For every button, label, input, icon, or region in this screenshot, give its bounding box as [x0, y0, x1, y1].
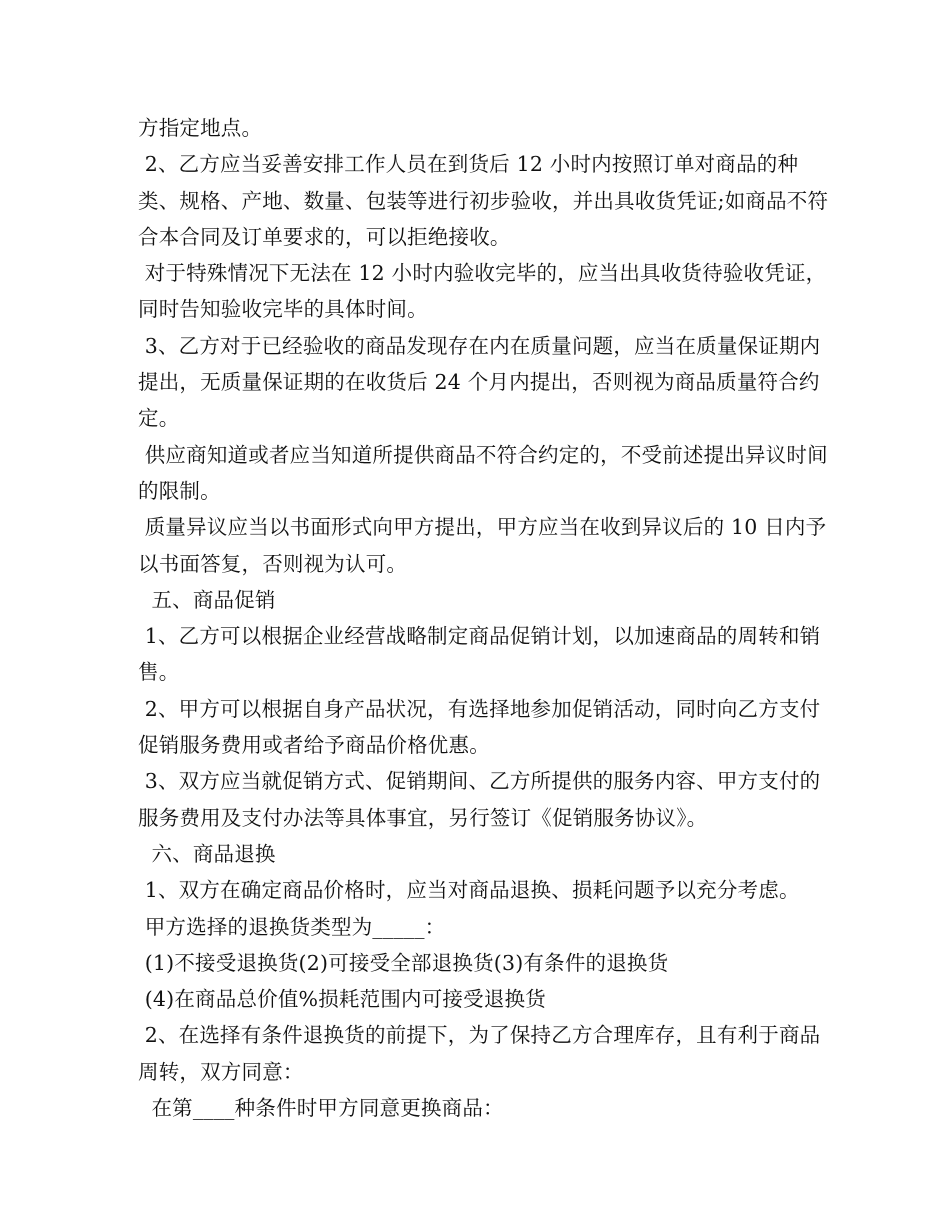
document-page: [138, 110, 838, 1126]
paragraph: 2、乙方应当妥善安排工作人员在到货后 12 小时内按照订单对商品的种类、规格、产地、数量、包装等进行初步验收，并出具收货凭证;如商品不符合本合同及订单要求的，可以拒绝接收。: [138, 152, 829, 249]
paragraph: 方指定地点。: [138, 116, 263, 140]
section-heading: 五、商品促销: [138, 587, 276, 612]
paragraph: 在第____种条件时甲方同意更换商品：: [138, 1096, 504, 1121]
paragraph: 2、甲方可以根据自身产品状况，有选择地参加促销活动，同时向乙方支付促销服务费用或者给予商品价格优惠。: [138, 696, 821, 758]
paragraph: 1、乙方可以根据企业经营战略制定商品促销计划，以加速商品的周转和销售。: [138, 624, 821, 685]
paragraph: 3、双方应当就促销方式、促销期间、乙方所提供的服务内容、甲方支付的服务费用及支付办法等具体事宜，另行签订《促销服务协议》。: [138, 769, 821, 830]
paragraph: 对于特殊情况下无法在 12 小时内验收完毕的，应当出具收货待验收凭证，同时告知验收完毕的具体时间。: [138, 261, 827, 322]
paragraph: 供应商知道或者应当知道所提供商品不符合约定的，不受前述提出异议时间的限制。: [138, 442, 828, 503]
paragraph: 2、在选择有条件退换货的前提下，为了保持乙方合理库存，且有利于商品周转，双方同意：: [138, 1023, 821, 1084]
paragraph: 3、乙方对于已经验收的商品发现存在内在质量问题，应当在质量保证期内提出，无质量保证期的在收货后 24 个月内提出，否则视为商品质量符合约定。: [138, 333, 821, 431]
section-heading: 六、商品退换: [138, 841, 276, 866]
paragraph: 质量异议应当以书面形式向甲方提出，甲方应当在收到异议后的 10 日内予以书面答复，否则视为认可。: [138, 515, 827, 576]
paragraph: 甲方选择的退换货类型为_____：: [138, 914, 446, 939]
paragraph: 1、双方在确定商品价格时，应当对商品退换、损耗问题予以充分考虑。: [138, 878, 800, 903]
paragraph: (1)不接受退换货(2)可接受全部退换货(3)有条件的退换货: [138, 950, 669, 975]
paragraph: (4)在商品总价值%损耗范围内可接受退换货: [138, 987, 546, 1012]
